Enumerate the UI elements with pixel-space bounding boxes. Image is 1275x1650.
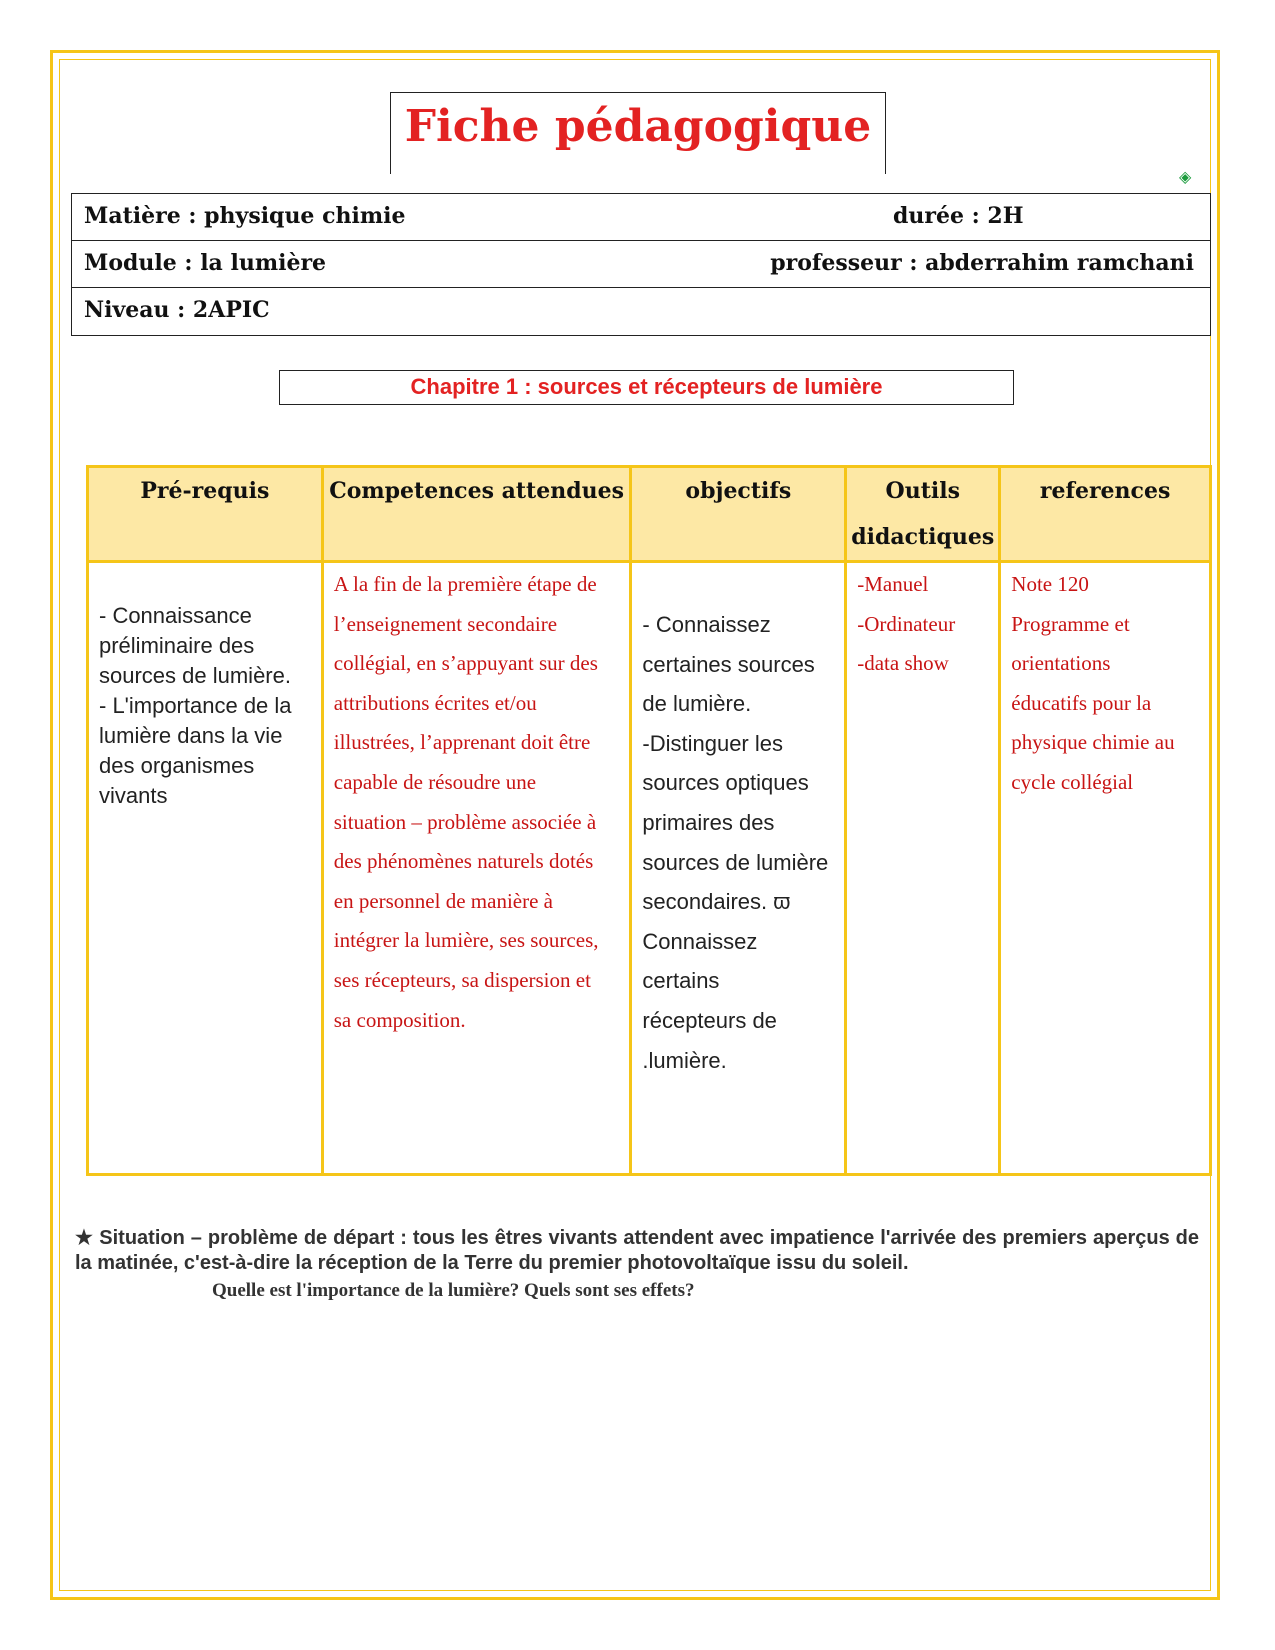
header-outils: Outils didactiques: [846, 467, 1000, 562]
info-row-niveau: [72, 288, 1210, 335]
objectifs-line: Connaissez: [642, 928, 758, 954]
competences-line: sa composition.: [333, 1007, 466, 1032]
competences-line: intégrer la lumière, ses sources,: [333, 928, 599, 953]
prerequis-line: préliminaire des: [99, 633, 255, 658]
objectifs-line: -Distinguer les: [642, 730, 783, 756]
header-prerequis: Pré-requis: [88, 467, 323, 562]
prerequis-line: lumière dans la vie: [99, 723, 283, 748]
objectifs-line: certaines sources: [642, 651, 815, 677]
pedagogy-table: [86, 465, 1212, 1176]
prerequis-line: - L'importance de la: [99, 693, 292, 718]
objectifs-line: sources optiques: [642, 770, 809, 796]
competences-line: l’enseignement secondaire: [333, 611, 558, 636]
cell-objectifs: [631, 562, 846, 1175]
title-box: [390, 92, 886, 174]
outils-line: -Manuel: [857, 572, 929, 596]
info-box: [71, 193, 1211, 336]
competences-line: collégial, en s’appuyant sur des: [333, 651, 598, 676]
outils-line: -data show: [857, 651, 949, 676]
header-objectifs: objectifs: [631, 467, 846, 562]
duree-label: durée : 2H: [893, 203, 1024, 229]
objectifs-line: .lumière.: [642, 1047, 727, 1073]
info-row-matiere: [72, 194, 1210, 241]
chapter-title: Chapitre 1 : sources et récepteurs de lumière: [279, 370, 1014, 405]
competences-line: capable de résoudre une: [333, 769, 537, 794]
competences-line: illustrées, l’apprenant doit être: [333, 730, 591, 755]
references-line: orientations: [1011, 651, 1111, 676]
professeur-label: professeur : abderrahim ramchani: [770, 250, 1194, 276]
module-label: Module : la lumière: [84, 250, 327, 276]
matiere-label: Matière : physique chimie: [84, 203, 406, 229]
cell-references: [1000, 562, 1211, 1175]
references-line: physique chimie au: [1011, 730, 1175, 755]
references-line: Programme et: [1011, 611, 1130, 636]
objectifs-line: secondaires. ϖ: [642, 889, 791, 915]
competences-line: en personnel de manière à: [333, 888, 553, 913]
prerequis-line: des organismes: [99, 753, 255, 778]
diamond-icon: ◈: [1179, 169, 1192, 186]
competences-line: attributions écrites et/ou: [333, 690, 537, 715]
cell-prerequis: [88, 562, 323, 1175]
prerequis-line: - Connaissance: [99, 603, 252, 628]
competences-line: des phénomènes naturels dotés: [333, 849, 594, 874]
niveau-label: Niveau : 2APIC: [84, 297, 270, 323]
outils-line: -Ordinateur: [857, 611, 956, 636]
cell-competences: [322, 562, 631, 1175]
objectifs-line: sources de lumière: [642, 849, 829, 875]
objectifs-line: de lumière.: [642, 691, 752, 717]
page-title: Fiche pédagogique: [404, 101, 872, 152]
competences-line: situation – problème associée à: [333, 809, 597, 834]
prerequis-line: vivants: [99, 783, 168, 808]
info-row-module: [72, 241, 1210, 288]
objectifs-line: - Connaissez: [642, 612, 771, 637]
references-line: éducatifs pour la: [1011, 690, 1152, 715]
situation-question: Quelle est l'importance de la lumière? Quels sont ses effets?: [212, 1280, 695, 1301]
objectifs-line: certains: [642, 968, 720, 994]
header-competences: Competences attendues: [322, 467, 631, 562]
references-line: cycle collégial: [1011, 769, 1134, 794]
references-line: Note 120: [1011, 572, 1089, 596]
table-header-row: [88, 467, 1211, 562]
table-row: [88, 562, 1211, 1175]
cell-outils: [846, 562, 1000, 1175]
competences-line: ses récepteurs, sa dispersion et: [333, 967, 591, 992]
objectifs-line: primaires des: [642, 809, 775, 835]
prerequis-line: sources de lumière.: [99, 663, 291, 688]
competences-line: A la fin de la première étape de: [333, 572, 597, 596]
situation-probleme: ★ Situation – problème de départ : tous les êtres vivants attendent avec impatience l'arrivée des premiers aperçus de la matinée, c'est-à-dire la réception de la Terre du premier photovoltaïque issu du soleil.: [75, 1227, 1199, 1274]
objectifs-line: récepteurs de: [642, 1007, 777, 1033]
header-references: references: [1000, 467, 1211, 562]
